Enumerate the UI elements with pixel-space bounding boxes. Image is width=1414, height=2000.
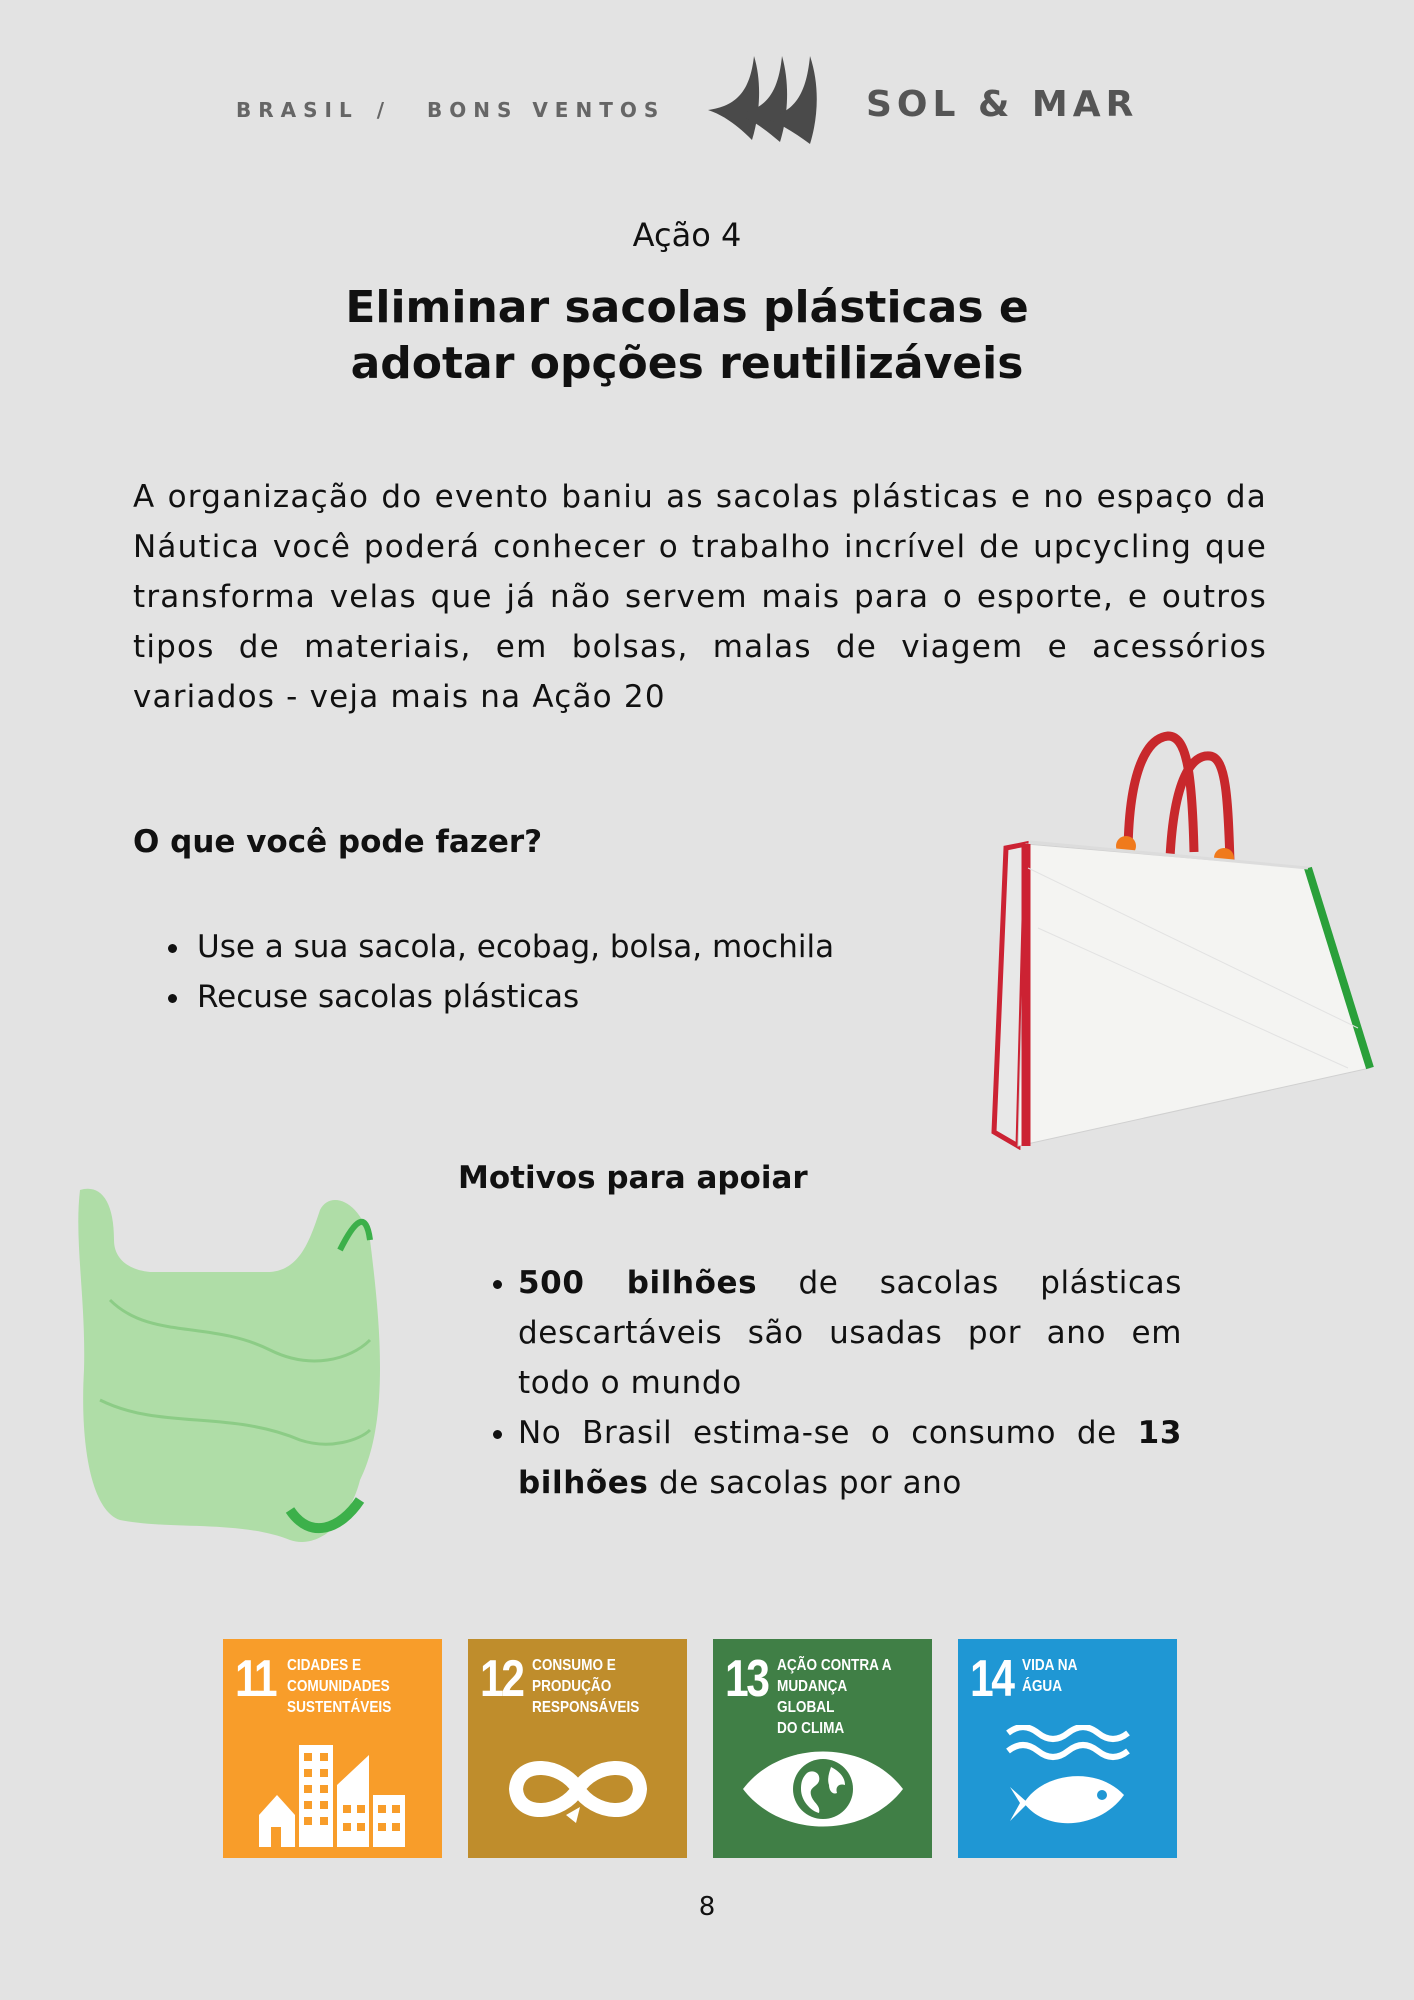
- sails-logo-icon: [706, 52, 830, 148]
- sdg-label-line: VIDA NA: [1022, 1657, 1078, 1674]
- intro-paragraph: A organização do evento baniu as sacolas plásticas e no espaço da Náutica você poderá conhecer o trabalho incrível de upcycling que transforma velas que já não servem mais para o esporte, e outros tipos de materiais, em bolsas, malas de viagem e acessórios variados - veja mais na Ação 20: [133, 479, 1267, 715]
- sdg-label: [287, 1655, 415, 1718]
- title-line-2: adotar opções reutilizáveis: [350, 338, 1024, 389]
- brand-name: SOL & MAR: [866, 84, 1139, 125]
- what-you-can-do-list: [133, 922, 834, 1022]
- event-name: [236, 98, 665, 122]
- stat-text: de sacolas por ano: [648, 1465, 962, 1501]
- sdg-13-tile: [713, 1639, 932, 1858]
- stat-text: de sacolas plásticas descartáveis são usadas por ano em todo o mundo: [518, 1265, 1182, 1401]
- sdg-label-line: COMUNIDADES: [287, 1678, 390, 1695]
- reasons-list: [458, 1258, 1182, 1508]
- sdg-number: 14: [970, 1650, 1013, 1708]
- event-label: BONS VENTOS: [426, 98, 666, 122]
- infinity-loop-icon: [506, 1749, 650, 1829]
- upcycled-sail-tote-bag-photo: [978, 728, 1374, 1150]
- what-you-can-do-heading: O que você pode fazer?: [133, 824, 543, 860]
- page-title: [0, 280, 1374, 392]
- stat-text: No Brasil estima-se o consumo de: [518, 1415, 1138, 1451]
- sdg-label-line: CIDADES E: [287, 1657, 362, 1674]
- sdg-number: 12: [480, 1650, 523, 1708]
- action-number: Ação 4: [632, 216, 742, 254]
- city-buildings-icon: [257, 1735, 407, 1847]
- sdg-label: [1022, 1655, 1150, 1697]
- sdg-label-line: PRODUÇÃO: [532, 1678, 612, 1695]
- separator: /: [376, 98, 391, 122]
- fish-waves-icon: [1006, 1725, 1130, 1845]
- country-label: BRASIL: [236, 98, 359, 122]
- sdg-label-line: DO CLIMA: [777, 1720, 845, 1737]
- sdg-11-tile: [223, 1639, 442, 1858]
- list-item: [518, 1258, 1182, 1408]
- sdg-label-line: SUSTENTÁVEIS: [287, 1699, 392, 1716]
- sdg-label: [777, 1655, 905, 1739]
- green-plastic-bag-photo: [70, 1180, 400, 1550]
- reasons-heading: Motivos para apoiar: [458, 1160, 808, 1196]
- sdg-label-line: RESPONSÁVEIS: [532, 1699, 640, 1716]
- sdg-label-line: MUDANÇA GLOBAL: [777, 1678, 847, 1716]
- list-item: • Recuse sacolas plásticas: [193, 972, 834, 1022]
- sdg-number: 11: [235, 1650, 276, 1708]
- sdg-number: 13: [725, 1650, 768, 1708]
- title-line-1: Eliminar sacolas plásticas e: [345, 282, 1029, 333]
- list-item: • Use a sua sacola, ecobag, bolsa, mochila: [193, 922, 834, 972]
- list-item: [518, 1408, 1182, 1508]
- sdg-label-line: CONSUMO E: [532, 1657, 616, 1674]
- eye-globe-icon: [741, 1743, 905, 1835]
- sdg-12-tile: [468, 1639, 687, 1858]
- sdg-14-tile: [958, 1639, 1177, 1858]
- stat-bold: 500 bilhões: [518, 1265, 758, 1301]
- stat-bold: 13 bilhões: [518, 1415, 1182, 1501]
- sdg-label-line: ÁGUA: [1022, 1678, 1063, 1695]
- page-number: 8: [698, 1892, 716, 1922]
- sdg-label-line: AÇÃO CONTRA A: [777, 1657, 892, 1674]
- sdg-label: [532, 1655, 660, 1718]
